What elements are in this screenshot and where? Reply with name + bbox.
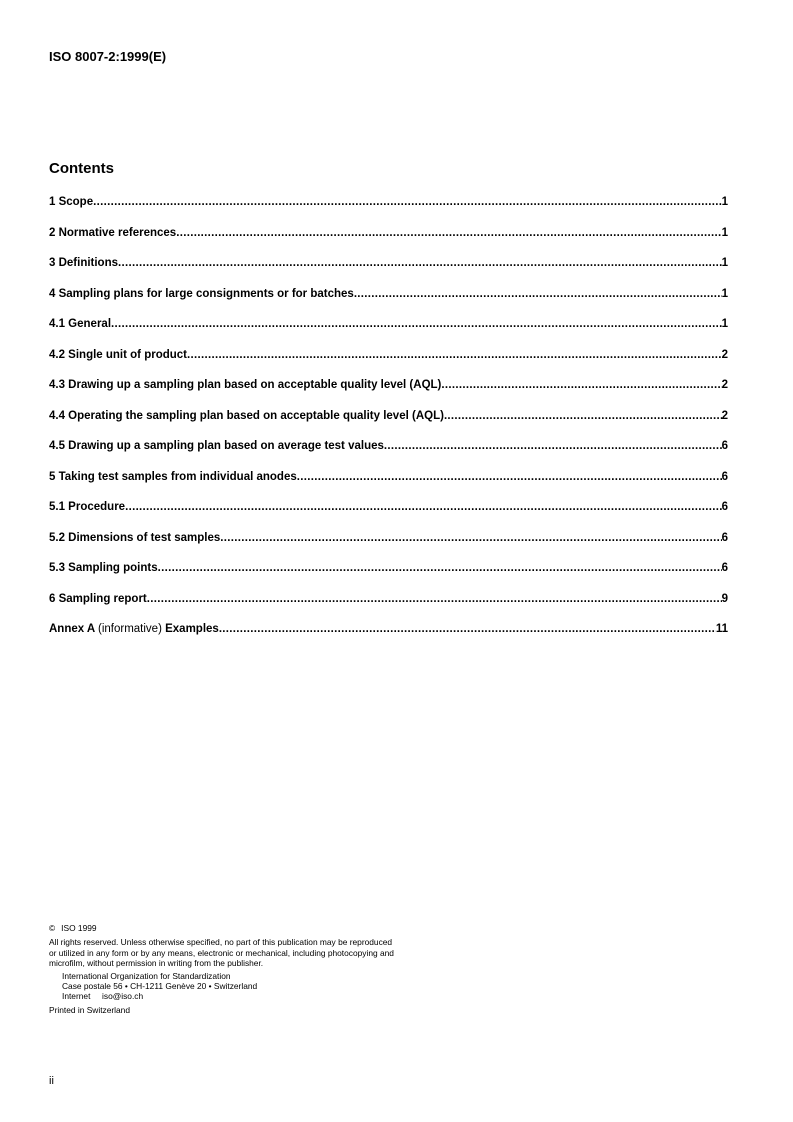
- table-of-contents: [49, 196, 728, 654]
- toc-page-number: 2: [721, 379, 728, 391]
- toc-page-number: 6: [721, 531, 728, 544]
- toc-entry-title: 4.5 Drawing up a sampling plan based on average test values: [49, 440, 384, 452]
- toc-entry-title: 4.3 Drawing up a sampling plan based on acceptable quality level (AQL): [49, 379, 442, 391]
- toc-dot-leader: [297, 471, 722, 483]
- toc-entry-title: 5.1 Procedure: [49, 501, 126, 513]
- toc-dot-leader: [384, 440, 722, 452]
- toc-entry-4-2-single-unit[interactable]: [49, 349, 728, 380]
- toc-entry-title: 6 Sampling report: [49, 592, 147, 605]
- toc-dot-leader: [111, 318, 722, 330]
- toc-dot-leader: [444, 410, 722, 422]
- toc-entry-4-sampling-plans[interactable]: [49, 288, 728, 319]
- toc-entry-1-scope[interactable]: [49, 196, 728, 227]
- toc-dot-leader: [187, 349, 722, 361]
- printed-in: Printed in Switzerland: [49, 1004, 130, 1015]
- rights-line: or utilized in any form or by any means, electronic or mechanical, including photocopying and: [49, 947, 394, 958]
- toc-entry-title: 3 Definitions: [49, 257, 119, 269]
- toc-page-number: 6: [721, 470, 728, 483]
- toc-entry-title: 5.3 Sampling points: [49, 562, 158, 574]
- toc-dot-leader: [118, 257, 722, 269]
- toc-entry-annex-a[interactable]: [49, 623, 728, 654]
- toc-dot-leader: [147, 593, 722, 605]
- copyright-notice: [49, 923, 509, 1015]
- publisher-address: [49, 971, 509, 1002]
- toc-entry-title: 4.4 Operating the sampling plan based on acceptable quality level (AQL): [49, 409, 444, 422]
- toc-page-number: 6: [721, 501, 728, 513]
- toc-page-number: 6: [721, 562, 728, 574]
- toc-entry-4-3-drawing-up-aql[interactable]: [49, 379, 728, 410]
- toc-entry-title: [49, 623, 219, 635]
- toc-entry-2-normative-references[interactable]: [49, 227, 728, 258]
- annex-label: Annex A: [49, 623, 95, 635]
- toc-dot-leader: [354, 288, 722, 300]
- toc-page-number: 6: [721, 440, 728, 452]
- toc-dot-leader: [176, 227, 721, 239]
- toc-dot-leader: [220, 532, 721, 544]
- toc-dot-leader: [125, 501, 722, 513]
- toc-entry-4-5-average-test-values[interactable]: [49, 440, 728, 471]
- annex-title: Examples: [165, 623, 219, 635]
- toc-page-number: 9: [721, 592, 728, 605]
- toc-page-number: 11: [715, 623, 728, 635]
- toc-entry-5-3-sampling-points[interactable]: [49, 562, 728, 593]
- copyright-line: [49, 923, 509, 933]
- toc-entry-5-2-dimensions[interactable]: [49, 532, 728, 563]
- toc-page-number: 1: [721, 287, 728, 300]
- toc-entry-title: 5 Taking test samples from individual anodes: [49, 470, 297, 483]
- toc-entry-5-1-procedure[interactable]: [49, 501, 728, 532]
- rights-statement: [49, 937, 509, 968]
- contents-heading: Contents: [49, 160, 114, 177]
- toc-dot-leader: [93, 196, 721, 208]
- toc-page-number: 2: [721, 409, 728, 422]
- rights-line: All rights reserved. Unless otherwise specified, no part of this publication may be reproduced: [49, 937, 393, 948]
- toc-page-number: 2: [721, 348, 728, 361]
- toc-dot-leader: [441, 379, 721, 391]
- page-number: ii: [49, 1075, 54, 1087]
- toc-entry-4-1-general[interactable]: [49, 318, 728, 349]
- toc-entry-title: 4.2 Single unit of product: [49, 348, 187, 361]
- toc-dot-leader: [219, 623, 716, 635]
- rights-line: microfilm, without permission in writing from the publisher.: [49, 958, 264, 969]
- copyright-symbol: ©: [49, 923, 56, 933]
- toc-entry-title: 2 Normative references: [49, 226, 177, 239]
- toc-entry-title: 5.2 Dimensions of test samples: [49, 531, 221, 544]
- toc-entry-4-4-operating-aql[interactable]: [49, 410, 728, 441]
- copyright-year: ISO 1999: [61, 923, 97, 933]
- toc-page-number: 1: [721, 226, 728, 239]
- toc-page-number: 1: [721, 196, 728, 208]
- document-id: ISO 8007-2:1999(E): [49, 49, 167, 64]
- toc-dot-leader: [158, 562, 722, 574]
- annex-note: (informative): [98, 623, 162, 635]
- address-line: International Organization for Standardization: [62, 970, 231, 981]
- address-line: Internet iso@iso.ch: [62, 991, 144, 1002]
- address-line: Case postale 56 • CH-1211 Genève 20 • Switzerland: [62, 981, 258, 992]
- toc-page-number: 1: [721, 257, 728, 269]
- toc-entry-title: 4.1 General: [49, 318, 112, 330]
- toc-entry-title: 4 Sampling plans for large consignments or for batches: [49, 287, 354, 300]
- toc-entry-title: 1 Scope: [49, 196, 94, 208]
- toc-page-number: 1: [721, 318, 728, 330]
- toc-entry-3-definitions[interactable]: [49, 257, 728, 288]
- toc-entry-5-test-samples[interactable]: [49, 471, 728, 502]
- toc-entry-6-sampling-report[interactable]: [49, 593, 728, 624]
